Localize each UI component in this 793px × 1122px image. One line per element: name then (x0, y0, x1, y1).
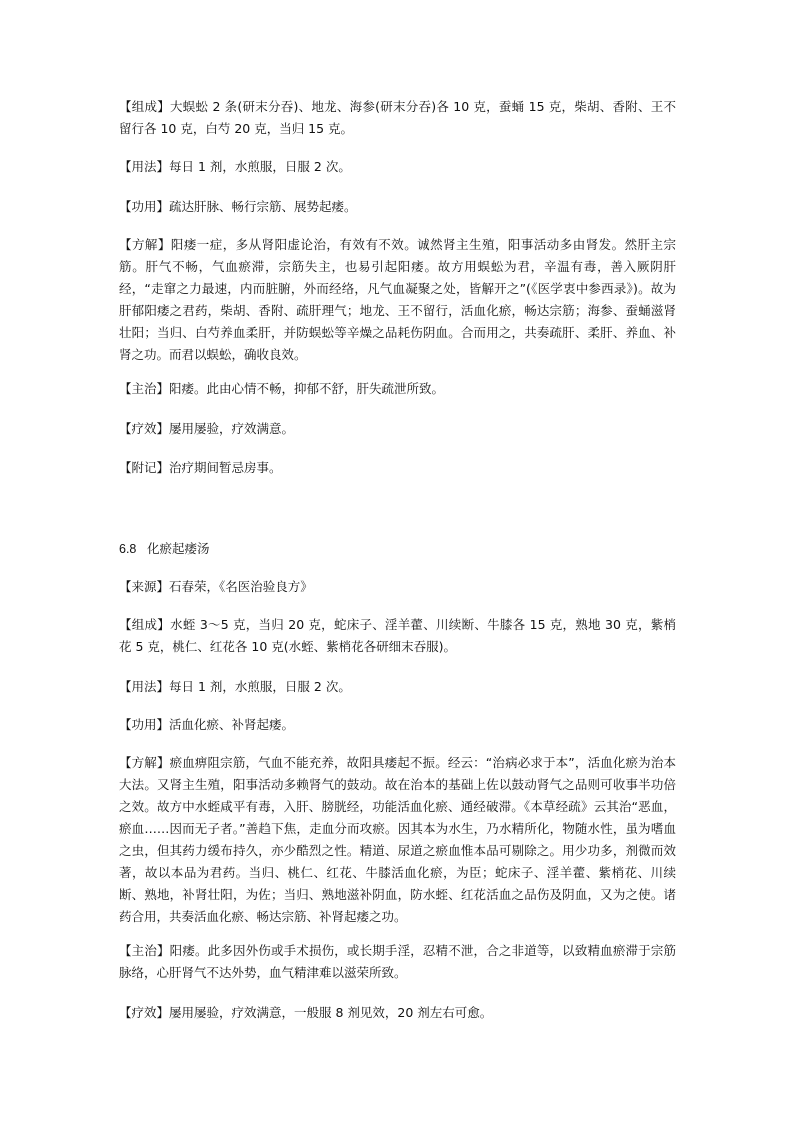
paragraph-analysis-1 (119, 234, 676, 366)
label-efficacy-1: 【疗效】 (119, 421, 170, 436)
text-composition-1: 大蜈蚣 2 条(研末分吞)、地龙、海参(研末分吞)各 10 克，蚕蛹 15 克，柴胡、香附、王不留行各 10 克，白芍 20 克，当归 15 克。 (119, 99, 676, 136)
paragraph-composition-1 (119, 96, 676, 140)
section-title: 化瘀起痿汤 (147, 541, 210, 556)
text-indication-2: 阳痿。此多因外伤或手术损伤，或长期手淫，忍精不泄，合之非道等，以致精血瘀滞于宗筋脉络，心肝肾气不达外势，血气精津难以滋荣所致。 (119, 943, 676, 980)
label-analysis-1: 【方解】 (119, 237, 171, 252)
text-efficacy-1: 屡用屡验，疗效满意。 (169, 421, 295, 436)
text-analysis-2: 瘀血痹阻宗筋，气血不能充养，故阳具痿起不振。经云：“治病必求于本”，活血化瘀为治本大法。又肾主生殖，阳事活动多赖肾气的鼓动。故在治本的基础上佐以鼓动肾气之品则可收事半功倍之效。故方中水蛭咸平有毒，入肝、膀胱经，功能活血化瘀、通经破滞。《本草经疏》云其治“恶血，瘀血……因而无子者。”善趋下焦，走血分而攻瘀。因其本为水生，乃水精所化，物随水性，虽为嗜血之虫，但其药力缓布持久，亦少酷烈之性。精道、尿道之瘀血惟本品可剔除之。用少功多，剂微而效著，故以本品为君药。当归、桃仁、红花、牛膝活血化瘀，为臣；蛇床子、淫羊藿、紫梢花、川续断、熟地，补肾壮阳，为佐；当归、熟地滋补阴血，防水蛭、红花活血之品伤及阴血，又为之使。诸药合用，共奏活血化瘀、畅达宗筋、补肾起痿之功。 (119, 755, 676, 924)
paragraph-function-2 (119, 714, 676, 736)
label-composition-1: 【组成】 (119, 99, 170, 114)
label-note-1: 【附记】 (119, 460, 170, 475)
label-composition-2: 【组成】 (119, 617, 171, 632)
paragraph-source-2 (119, 576, 676, 598)
label-indication-2: 【主治】 (119, 943, 170, 958)
section-number: 6.8 (119, 542, 137, 556)
label-analysis-2: 【方解】 (119, 755, 170, 770)
label-source-2: 【来源】 (119, 579, 170, 594)
text-indication-1: 阳痿。此由心情不畅，抑郁不舒，肝失疏泄所致。 (169, 381, 445, 396)
text-usage-2: 每日 1 剂，水煎服，日服 2 次。 (169, 679, 351, 694)
text-function-2: 活血化瘀、补肾起痿。 (169, 717, 295, 732)
text-efficacy-2: 屡用屡验，疗效满意，一般服 8 剂见效，20 剂左右可愈。 (169, 1005, 493, 1020)
text-analysis-1: 阳痿一症，多从肾阳虚论治，有效有不效。诚然肾主生殖，阳事活动多由肾发。然肝主宗筋。肝气不畅，气血瘀滞，宗筋失主，也易引起阳痿。故方用蜈蚣为君，辛温有毒，善入厥阴肝经，“走窜之力最速，内而脏腑，外而经络，凡气血凝聚之处，皆解开之”(《医学衷中参西录》)。故为肝郁阳痿之君药，柴胡、香附、疏肝理气；地龙、王不留行，活血化瘀，畅达宗筋；海参、蚕蛹滋肾壮阳；当归、白芍养血柔肝，并防蜈蚣等辛燥之品耗伤阴血。合而用之，共奏疏肝、柔肝、养血、补肾之功。而君以蜈蚣，确收良效。 (119, 237, 676, 362)
paragraph-usage-1 (119, 156, 676, 178)
paragraph-efficacy-1 (119, 418, 676, 440)
text-usage-1: 每日 1 剂，水煎服，日服 2 次。 (169, 159, 351, 174)
label-function-2: 【功用】 (119, 717, 170, 732)
paragraph-composition-2 (119, 614, 676, 658)
text-composition-2: 水蛭 3～5 克，当归 20 克，蛇床子、淫羊藿、川续断、牛膝各 15 克，熟地 30 克，紫梢花 5 克，桃仁、红花各 10 克(水蛭、紫梢花各研细末吞服)。 (119, 617, 676, 654)
label-efficacy-2: 【疗效】 (119, 1005, 170, 1020)
paragraph-function-1 (119, 196, 676, 218)
label-indication-1: 【主治】 (119, 381, 170, 396)
label-usage-1: 【用法】 (119, 159, 170, 174)
paragraph-indication-1 (119, 378, 676, 400)
paragraph-usage-2 (119, 676, 676, 698)
label-usage-2: 【用法】 (119, 679, 170, 694)
text-source-2: 石春荣，《名医治验良方》 (169, 579, 313, 594)
paragraph-note-1 (119, 457, 676, 479)
section-heading (119, 538, 676, 560)
paragraph-indication-2 (119, 940, 676, 984)
label-function-1: 【功用】 (119, 199, 170, 214)
paragraph-efficacy-2 (119, 1002, 676, 1024)
text-note-1: 治疗期间暂忌房事。 (169, 460, 282, 475)
paragraph-analysis-2 (119, 752, 676, 928)
text-function-1: 疏达肝脉、畅行宗筋、展势起痿。 (169, 199, 357, 214)
